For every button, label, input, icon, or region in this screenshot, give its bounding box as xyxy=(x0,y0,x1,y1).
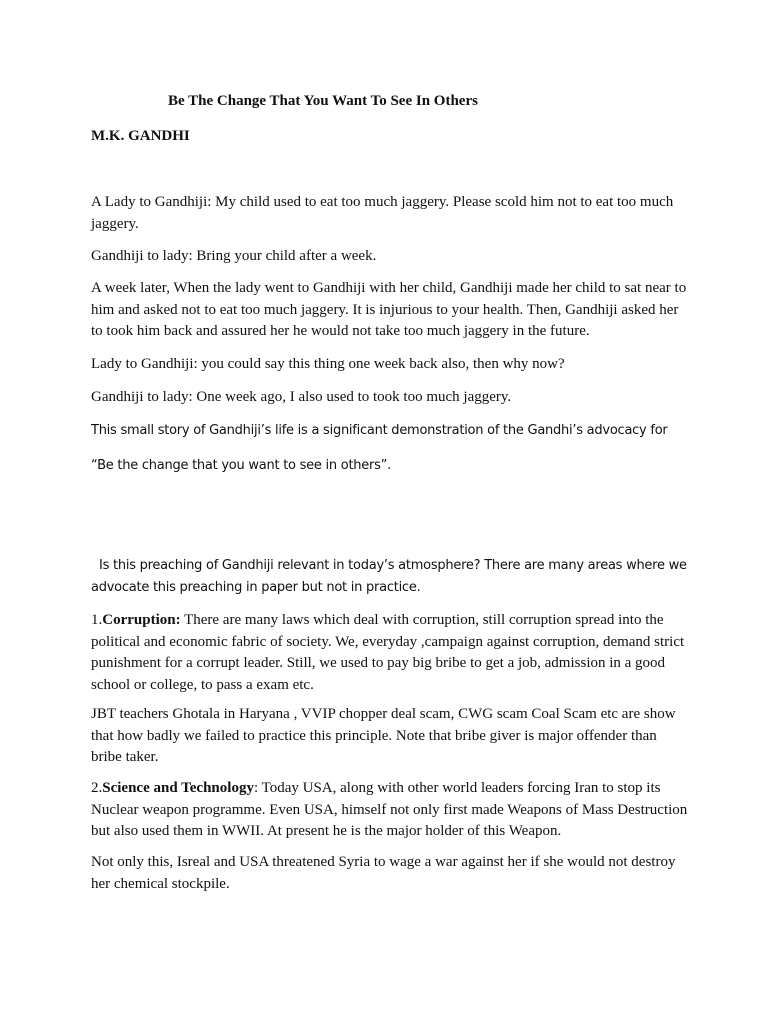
section-corruption xyxy=(91,610,691,696)
section-science-heading: Science and Technology xyxy=(102,780,254,796)
paragraph-gandhi-answer: Gandhiji to lady: One week ago, I also used to took too much jaggery. xyxy=(91,389,512,405)
paragraph-scams: JBT teachers Ghotala in Haryana , VVIP chopper deal scam, CWG scam Coal Scam etc are show that how badly we failed to practice this principle. Note that bribe giver is major offender than bribe taker. xyxy=(91,706,676,765)
section-corruption-number: 1. xyxy=(91,612,103,628)
paragraph-week-later: A week later, When the lady went to Gandhiji with her child, Gandhiji made her child to sat near to him and asked not to eat too much jaggery. It is injurious to your health. Then, Gandhiji asked her to took him back and assured her he would not take too much jaggery in the future. xyxy=(91,280,687,339)
section-corruption-text: There are many laws which deal with corruption, still corruption spread into the political and economic fabric of society. We, everyday ,campaign against corruption, demand strict punishment for a corrupt leader. Still, we used to pay big bribe to get a job, admission in a good school or college, to pass a exam etc. xyxy=(91,612,685,693)
section-science-text: : Today USA, along with other world leaders forcing Iran to stop its Nuclear weapon programme. Even USA, himself not only first made Weapons of Mass Destruction but also used them in WWII. At present he is the major holder of this Weapon. xyxy=(91,780,688,839)
relevance-text: Is this preaching of Gandhiji relevant in today’s atmosphere? There are many areas where we advocate this preaching in paper but not in practice. xyxy=(91,558,687,595)
section-science xyxy=(91,778,691,843)
paragraph-relevance xyxy=(91,555,691,598)
paragraph-lady-request: A Lady to Gandhiji: My child used to eat too much jaggery. Please scold him not to eat too much jaggery. xyxy=(91,194,674,232)
paragraph-syria: Not only this, Isreal and USA threatened Syria to wage a war against her if she would not destroy her chemical stockpile. xyxy=(91,854,676,892)
document-title: Be The Change That You Want To See In Others xyxy=(168,93,478,109)
paragraph-story-summary: This small story of Gandhiji’s life is a significant demonstration of the Gandhi’s advocacy for xyxy=(91,423,668,438)
section-corruption-heading: Corruption: xyxy=(102,612,181,628)
paragraph-lady-question: Lady to Gandhiji: you could say this thing one week back also, then why now? xyxy=(91,356,565,372)
section-science-number: 2. xyxy=(91,780,103,796)
document-author: M.K. GANDHI xyxy=(91,128,190,144)
quote-be-the-change: “Be the change that you want to see in others”. xyxy=(91,458,392,473)
paragraph-gandhi-reply: Gandhiji to lady: Bring your child after a week. xyxy=(91,248,377,264)
